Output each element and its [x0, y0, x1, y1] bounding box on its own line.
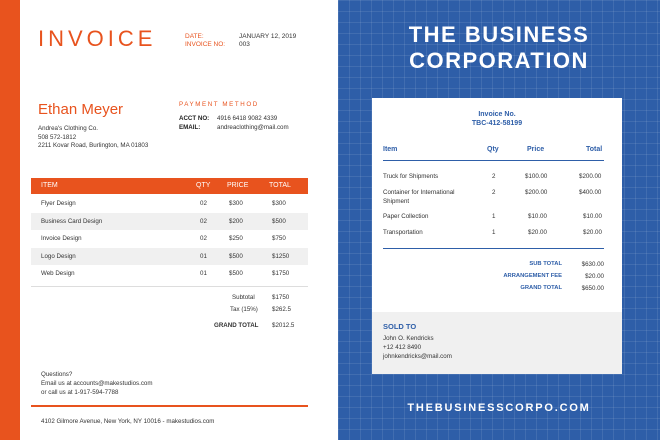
cell-item: Business Card Design: [41, 217, 103, 225]
cell-item: Transportation: [383, 229, 423, 236]
sub-total-label: SUB TOTAL: [529, 261, 562, 267]
cell-total: $750: [272, 235, 286, 242]
grand-total-label: GRAND TOTAL: [214, 322, 259, 329]
acct-label: ACCT NO:: [179, 115, 210, 122]
cell-qty: 01: [200, 252, 207, 260]
cell-item: Logo Design: [41, 252, 76, 260]
corporation-title: [338, 22, 660, 74]
corporation-title-line: CORPORATION: [409, 48, 589, 73]
invoice-no-value: 003: [239, 41, 250, 48]
payment-method-title: PAYMENT METHOD: [179, 101, 259, 108]
sold-to-section: [372, 312, 622, 374]
sold-to-line: johnkendricks@mail.com: [383, 353, 452, 360]
cell-qty: 02: [200, 217, 207, 225]
cell-total: $200.00: [579, 173, 602, 180]
cell-item: Truck for Shipments: [383, 173, 439, 180]
cell-item: Invoice Design: [41, 235, 82, 242]
cell-total: $1250: [272, 252, 290, 260]
invoice-title: INVOICE: [38, 26, 157, 51]
address-line: 2211 Kovar Road, Burlington, MA 01803: [38, 142, 149, 149]
questions-block: [41, 370, 153, 397]
invoice-meta: [185, 33, 296, 49]
payment-method: [179, 115, 289, 132]
acct-value: 4916 6418 9082 4339: [217, 115, 278, 122]
header-total: TOTAL: [269, 182, 291, 189]
cell-price: $10.00: [528, 213, 547, 220]
client-name: Ethan Meyer: [38, 101, 124, 118]
cell-total: $20.00: [583, 229, 602, 236]
header-price: Price: [527, 146, 545, 153]
cell-qty: 01: [200, 270, 207, 277]
summary-divider: [383, 248, 604, 249]
arrangement-fee-value: $20.00: [585, 273, 604, 280]
cell-price: $300: [229, 200, 243, 207]
email-value: andreaclothing@mail.com: [217, 123, 289, 131]
grand-total-value: $2012.5: [272, 322, 295, 329]
date-label: DATE:: [185, 33, 204, 40]
cell-price: $100.00: [525, 173, 548, 180]
address-line: 508 572-1812: [38, 133, 77, 141]
cell-qty: 2: [492, 189, 496, 196]
footer-address: 4102 Gilmore Avenue, New York, NY 10016 - makestudios.com: [41, 418, 215, 425]
table-row: [31, 230, 308, 248]
sold-to-line: John O. Kendricks: [383, 335, 434, 342]
email-label: EMAIL:: [179, 123, 201, 131]
subtotal-value: $1750: [272, 294, 290, 301]
sold-to-info: [383, 334, 452, 361]
questions-line: Email us at accounts@makestudios.com: [41, 380, 153, 387]
address-line: Andrea's Clothing Co.: [38, 125, 98, 132]
date-value: JANUARY 12, 2019: [239, 33, 297, 40]
sold-to-line: +12 412 8490: [383, 344, 422, 351]
accent-bar: [0, 0, 20, 440]
table-row: [31, 248, 308, 266]
cell-price: $500: [229, 270, 243, 277]
table-header: [31, 178, 308, 194]
table-row: [31, 265, 308, 283]
header-item: Item: [383, 146, 398, 153]
header-item: ITEM: [41, 182, 58, 189]
cell-price: $500: [229, 252, 243, 260]
cell-item: Container for International Shipment: [383, 189, 455, 205]
table-divider: [31, 286, 308, 287]
arrangement-fee-label: ARRANGEMENT FEE: [503, 273, 562, 279]
card-invoice-value: TBC-412-58199: [471, 120, 523, 127]
cell-qty: 1: [492, 213, 496, 220]
header-divider: [383, 160, 604, 161]
header-qty: Qty: [487, 146, 499, 153]
table-row: [31, 213, 308, 231]
business-corporation-invoice: [338, 0, 660, 440]
cell-total: $1750: [272, 270, 290, 277]
cell-qty: 1: [492, 229, 496, 236]
cell-total: $300: [272, 200, 286, 207]
website: THEBUSINESSCORPO.COM: [407, 402, 591, 414]
tax-label: Tax (15%): [230, 306, 258, 313]
cell-qty: 02: [200, 200, 207, 207]
grand-total-value: $650.00: [581, 285, 604, 292]
header-total: Total: [586, 146, 603, 153]
subtotal-label: Subtotal: [232, 294, 255, 301]
card-invoice-label: Invoice No.: [478, 111, 516, 118]
cell-item: Paper Collection: [383, 213, 429, 220]
invoice-no-label: INVOICE NO:: [185, 41, 226, 48]
header-qty: QTY: [196, 182, 211, 189]
card-invoice-number: [372, 110, 622, 128]
header-price: PRICE: [227, 182, 249, 189]
sold-to-title: SOLD TO: [383, 322, 417, 331]
tax-value: $262.5: [272, 306, 291, 313]
cell-qty: 02: [200, 235, 207, 242]
cell-total: $10.00: [583, 213, 602, 220]
client-address: [38, 125, 148, 151]
cell-item: Web Design: [41, 270, 75, 277]
sub-total-value: $630.00: [581, 261, 604, 268]
cell-total: $400.00: [579, 189, 602, 196]
cell-price: $20.00: [528, 229, 547, 236]
grand-total-label: GRAND TOTAL: [520, 285, 562, 291]
corporation-title-line: THE BUSINESS: [408, 22, 590, 47]
questions-line: or call us at 1-917-594-7788: [41, 389, 119, 396]
questions-line: Questions?: [41, 371, 73, 378]
table-row: [31, 195, 308, 213]
cell-item: Flyer Design: [41, 200, 76, 207]
cell-qty: 2: [492, 173, 496, 180]
cell-price: $200.00: [525, 189, 548, 196]
footer-divider: [31, 405, 308, 407]
cell-price: $200: [229, 217, 243, 225]
invoice-card: [372, 98, 622, 374]
cell-total: $500: [272, 217, 286, 225]
cell-price: $250: [229, 235, 243, 242]
